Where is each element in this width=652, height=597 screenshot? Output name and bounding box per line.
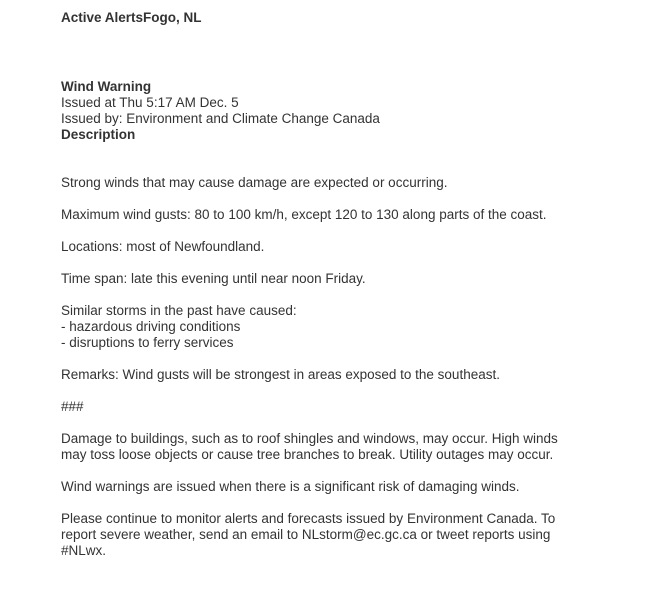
description-heading: Description <box>61 127 136 142</box>
text-line: report severe weather, send an email to NLstorm@ec.gc.ca or tweet reports using <box>61 527 551 542</box>
text-line: Damage to buildings, such as to roof shingles and windows, may occur. High winds <box>61 431 558 446</box>
paragraph-wind-gusts: Maximum wind gusts: 80 to 100 km/h, except 120 to 130 along parts of the coast. <box>61 207 547 222</box>
issued-by: Issued by: Environment and Climate Change Canada <box>61 111 380 126</box>
paragraph-time-span: Time span: late this evening until near noon Friday. <box>61 271 366 286</box>
paragraph-contact <box>61 511 621 559</box>
paragraph-warning-criteria: Wind warnings are issued when there is a significant risk of damaging winds. <box>61 479 520 494</box>
alert-page <box>61 10 621 575</box>
alert-summary <box>61 79 621 143</box>
paragraph-locations: Locations: most of Newfoundland. <box>61 239 265 254</box>
text-line: may toss loose objects or cause tree branches to break. Utility outages may occur. <box>61 447 554 462</box>
alert-name: Wind Warning <box>61 79 152 94</box>
paragraph-past-storms <box>61 303 621 351</box>
text-line: Similar storms in the past have caused: <box>61 303 297 318</box>
text-line: Please continue to monitor alerts and forecasts issued by Environment Canada. To <box>61 511 556 526</box>
paragraph-summary: Strong winds that may cause damage are expected or occurring. <box>61 175 448 190</box>
paragraph-separator: ### <box>61 399 84 414</box>
text-line: - hazardous driving conditions <box>61 319 241 334</box>
page-title: Active AlertsFogo, NL <box>61 10 202 25</box>
paragraph-damage <box>61 431 621 463</box>
issued-at: Issued at Thu 5:17 AM Dec. 5 <box>61 95 239 110</box>
text-line: #NLwx. <box>61 543 107 558</box>
paragraph-remarks: Remarks: Wind gusts will be strongest in areas exposed to the southeast. <box>61 367 500 382</box>
alert-description <box>61 175 621 559</box>
text-line: - disruptions to ferry services <box>61 335 234 350</box>
